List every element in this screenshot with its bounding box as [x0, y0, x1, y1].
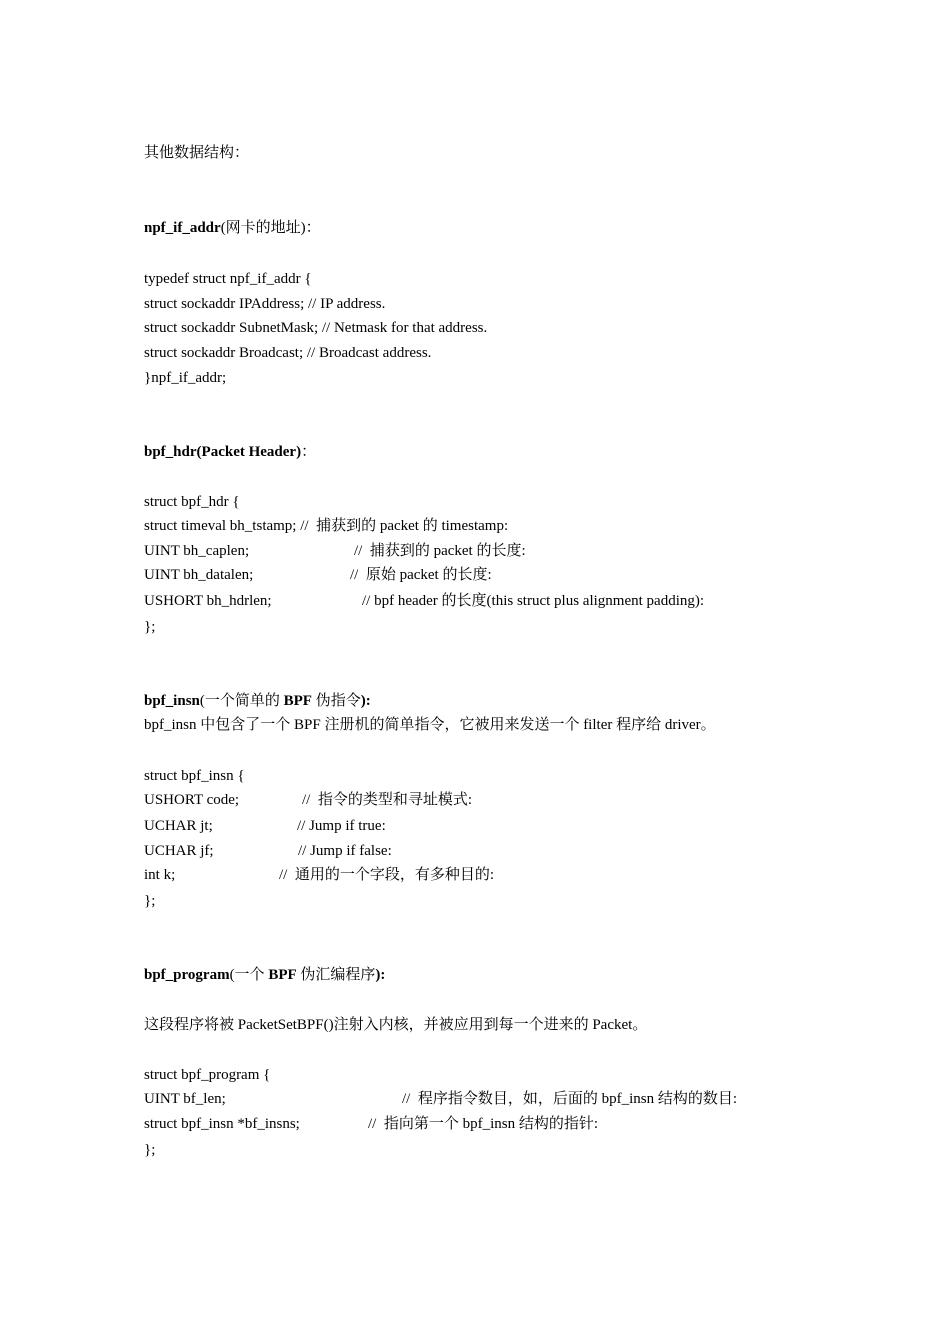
code-line: struct bpf_insn { — [144, 768, 245, 784]
code-decl: struct timeval bh_tstamp; // — [144, 518, 309, 534]
code-row — [144, 790, 473, 810]
code-line: }npf_if_addr; — [144, 370, 227, 386]
code-row — [144, 591, 705, 611]
code-row — [144, 841, 392, 861]
title-bold: bpf_program — [144, 967, 230, 983]
code-line: }; — [144, 893, 156, 909]
code-decl: USHORT code; — [144, 792, 240, 808]
code-decl: UINT bh_caplen; — [144, 543, 250, 559]
code-comment: // bpf header 的长度(this struct plus alignment padding): — [362, 593, 705, 609]
code-row — [144, 516, 508, 536]
title-tail: ： — [301, 444, 317, 460]
title-bold: npf_if_addr — [144, 220, 221, 236]
code-comment: // 指令的类型和寻址模式: — [302, 792, 473, 808]
code-line: }; — [144, 1142, 156, 1158]
description-text: 这段程序将被 PacketSetBPF()注射入内核，并被应用到每一个进来的 Packet。 — [144, 1017, 648, 1033]
code-comment: // Jump if true: — [297, 818, 386, 834]
code-line: typedef struct npf_if_addr { — [144, 271, 312, 287]
description-text: bpf_insn 中包含了一个 BPF 注册机的简单指令，它被用来发送一个 filter 程序给 driver。 — [144, 717, 716, 733]
title-bold: bpf_insn — [144, 693, 200, 709]
code-line: struct sockaddr Broadcast; // Broadcast address. — [144, 345, 432, 361]
code-decl: UCHAR jt; — [144, 818, 213, 834]
title-rest: (Packet Header) — [196, 444, 302, 460]
code-comment: 捕获到的 packet 的 timestamp: — [316, 518, 509, 534]
title-paren: (一个 — [229, 967, 269, 983]
intro-text: 其他数据结构： — [144, 145, 250, 161]
code-row — [144, 1114, 599, 1134]
code-row — [144, 865, 495, 885]
code-line: struct sockaddr SubnetMask; // Netmask for that address. — [144, 320, 488, 336]
code-comment: // 程序指令数目，如，后面的 bpf_insn 结构的数目: — [402, 1091, 738, 1107]
title-bpf: BPF — [283, 693, 312, 709]
code-decl: USHORT bh_hdrlen; — [144, 593, 272, 609]
section-title-bpf-program — [144, 965, 385, 985]
code-comment: // Jump if false: — [298, 843, 392, 859]
title-paren: (一个简单的 — [199, 693, 284, 709]
title-end: ): — [360, 693, 371, 709]
code-decl: UINT bf_len; — [144, 1091, 226, 1107]
code-row — [144, 816, 386, 836]
title-rest: 伪汇编程序 — [296, 967, 376, 983]
section-title-npf-if-addr — [144, 218, 321, 238]
code-comment: // 原始 packet 的长度: — [350, 567, 492, 583]
section-title-bpf-insn — [144, 691, 371, 711]
code-comment: // 指向第一个 bpf_insn 结构的指针: — [368, 1116, 599, 1132]
code-line: struct bpf_program { — [144, 1067, 271, 1083]
code-comment: // 通用的一个字段，有多种目的: — [279, 867, 495, 883]
code-comment — [309, 518, 317, 534]
code-decl: int k; — [144, 867, 176, 883]
title-rest: 伪指令 — [311, 693, 361, 709]
code-line: struct sockaddr IPAddress; // IP address. — [144, 296, 386, 312]
title-bold: bpf_hdr — [144, 444, 197, 460]
code-decl: struct bpf_insn *bf_insns; — [144, 1116, 300, 1132]
title-end: ): — [375, 967, 386, 983]
code-decl: UINT bh_datalen; — [144, 567, 254, 583]
code-line: }; — [144, 619, 156, 635]
code-row — [144, 1089, 738, 1109]
code-row — [144, 541, 526, 561]
code-row — [144, 565, 492, 585]
code-comment: // 捕获到的 packet 的长度: — [354, 543, 526, 559]
section-title-bpf-hdr — [144, 442, 316, 462]
title-bpf: BPF — [268, 967, 297, 983]
code-decl: UCHAR jf; — [144, 843, 214, 859]
code-line: struct bpf_hdr { — [144, 494, 240, 510]
title-rest: (网卡的地址)： — [220, 220, 321, 236]
